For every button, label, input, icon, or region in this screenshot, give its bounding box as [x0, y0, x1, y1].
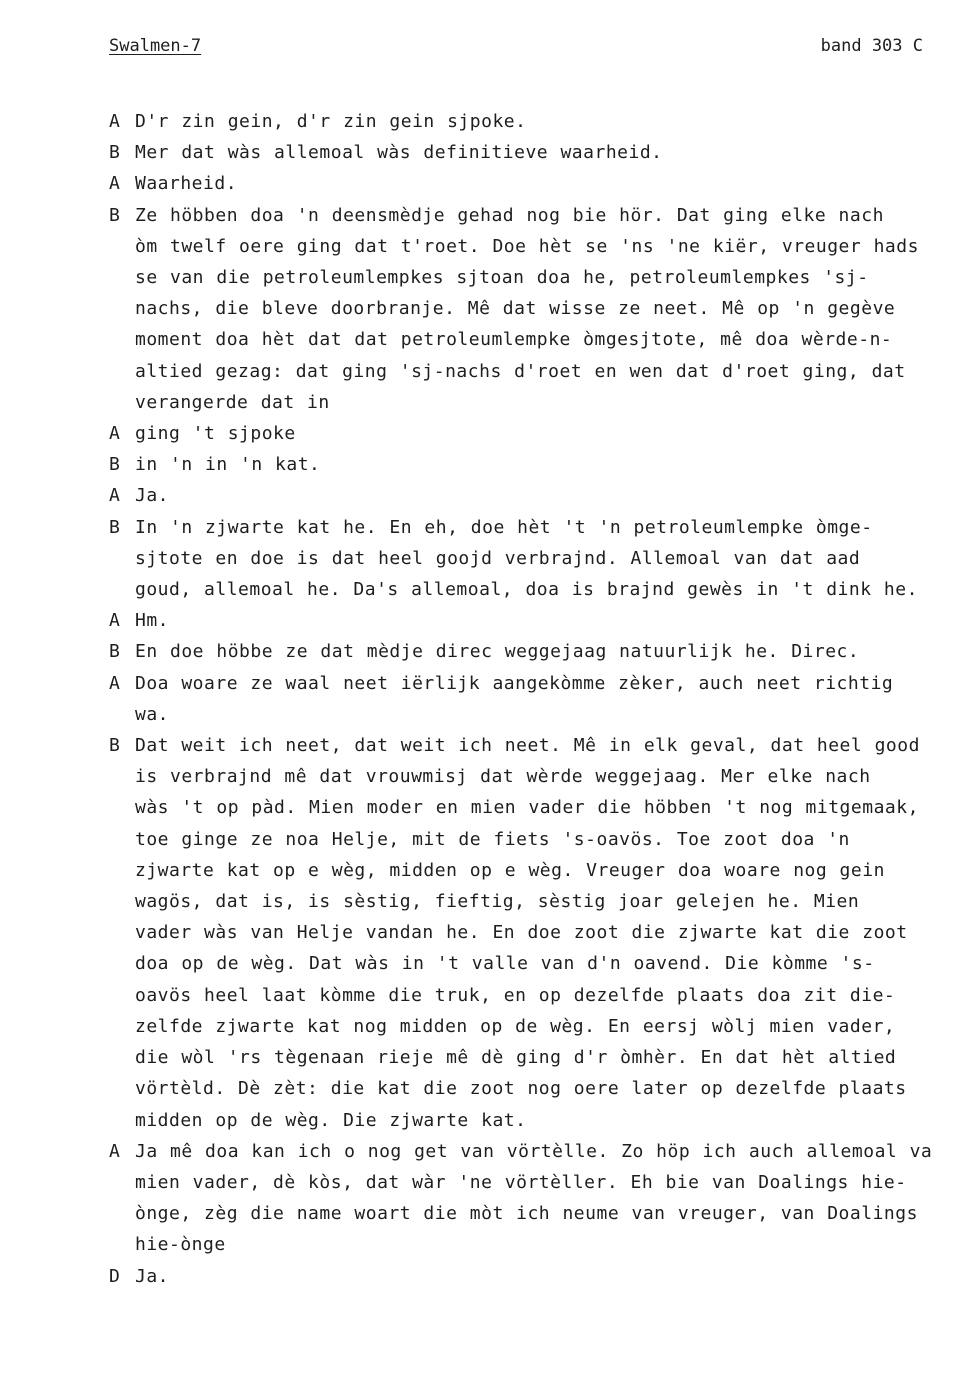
turn-text: Ze höbben doa 'n deensmèdje gehad nog bie hör. Dat ging elke nach òm twelf oere ging dat t'roet. Doe hèt se 'ns 'ne kiër, vreuger hads se van die petroleumlempkes sjtoan doa he, petroleumlempkes 'sj- nachs, die bleve doorbranje. Mê dat wisse ze neet. Mê op 'n gegève moment doa hèt dat dat petroleumlempke òmgesjtote, mê doa wèrde-n- altied gezag: dat ging 'sj-nachs d'roet en wen dat d'roet ging, dat verangerde dat in: [135, 204, 919, 413]
turn: [109, 605, 975, 636]
speaker-label: D: [109, 1265, 120, 1287]
turn-text: En doe höbbe ze dat mèdje direc weggejaag natuurlijk he. Direc.: [135, 641, 860, 663]
speaker-label: A: [109, 1140, 120, 1162]
speaker-label: B: [109, 641, 120, 663]
turn: [109, 449, 975, 480]
turn: [109, 200, 975, 418]
speaker-label: A: [109, 485, 120, 507]
speaker-label: A: [109, 111, 120, 132]
turn-text: Mer dat wàs allemoal wàs definitieve waarheid.: [135, 142, 663, 164]
turn-text: Ja mê doa kan ich o nog get van vörtèlle. Zo höp ich auch allemoal va mien vader, dè kòs, dat wàr 'ne vörtèller. Eh bie van Doalings hie- ònge, zèg die name woart die mòt ich neume van vreuger, van Doalings hie-ònge: [135, 1140, 933, 1256]
turn-text: Ja.: [135, 1265, 170, 1287]
turn: [109, 1136, 975, 1261]
turn-text: Hm.: [135, 610, 170, 632]
turn-text: Ja.: [135, 485, 170, 507]
turn: [109, 668, 975, 730]
speaker-label: B: [109, 735, 120, 757]
turn-text: Doa woare ze waal neet iërlijk aangekòmme zèker, auch neet richtig wa.: [135, 672, 894, 725]
speaker-label: B: [109, 204, 120, 226]
speaker-label: B: [109, 142, 120, 164]
turn: [109, 480, 975, 511]
turn: [109, 137, 975, 168]
speaker-label: A: [109, 672, 120, 694]
turn-text: Dat weit ich neet, dat weit ich neet. Mê in elk geval, dat heel good is verbrajnd mê dat vrouwmisj dat wèrde weggejaag. Mer elke nach wàs 't op pàd. Mien moder en mien vader die höbben 't nog mitgemaak, toe ginge ze noa Helje, mit de fiets 's-oavös. Toe zoot doa 'n zjwarte kat op e wèg, midden op e wèg. Vreuger doa woare nog gein wagös, dat is, is sèstig, fieftig, sèstig joar gelejen he. Mien vader wàs van Helje vandan he. En doe zoot die zjwarte kat die zoot doa op de wèg. Dat wàs in 't valle van d'n oavend. Die kòmme 's- oavös heel laat kòmme die truk, en op dezelfde plaats doa zit die- zelfde zjwarte kat nog midden op de wèg. En eersj wòlj mien vader, die wòl 'rs tègenaan rieje mê dè ging d'r òmhèr. En dat hèt altied vörtèld. Dè zèt: die kat die zoot nog oere later op dezelfde plaats midden op de wèg. Die zjwarte kat.: [135, 735, 920, 1131]
turn: [109, 636, 975, 667]
speaker-label: B: [109, 454, 120, 476]
turn: [109, 418, 975, 449]
turn: [109, 1261, 975, 1292]
turn: [109, 168, 975, 199]
turn-text: In 'n zjwarte kat he. En eh, doe hèt 't 'n petroleumlempke òmge- sjtote en doe is dat heel goojd verbrajnd. Allemoal van dat aad goud, allemoal he. Da's allemoal, doa is brajnd gewès in 't dink he.: [135, 516, 918, 601]
turn-text: in 'n in 'n kat.: [135, 454, 321, 476]
turn: [109, 106, 975, 137]
header-location: Swalmen-7: [109, 36, 202, 56]
turn: [109, 512, 975, 606]
speaker-label: A: [109, 173, 120, 195]
turn-text: D'r zin gein, d'r zin gein sjpoke.: [135, 111, 527, 132]
turn: [109, 730, 975, 1136]
header-tape-number: band 303 C: [820, 36, 923, 56]
turn-text: ging 't sjpoke: [135, 423, 296, 445]
speaker-label: A: [109, 423, 120, 445]
speaker-label: A: [109, 610, 120, 632]
turn-text: Waarheid.: [135, 173, 238, 195]
transcript-body: [109, 106, 975, 1292]
speaker-label: B: [109, 516, 120, 538]
